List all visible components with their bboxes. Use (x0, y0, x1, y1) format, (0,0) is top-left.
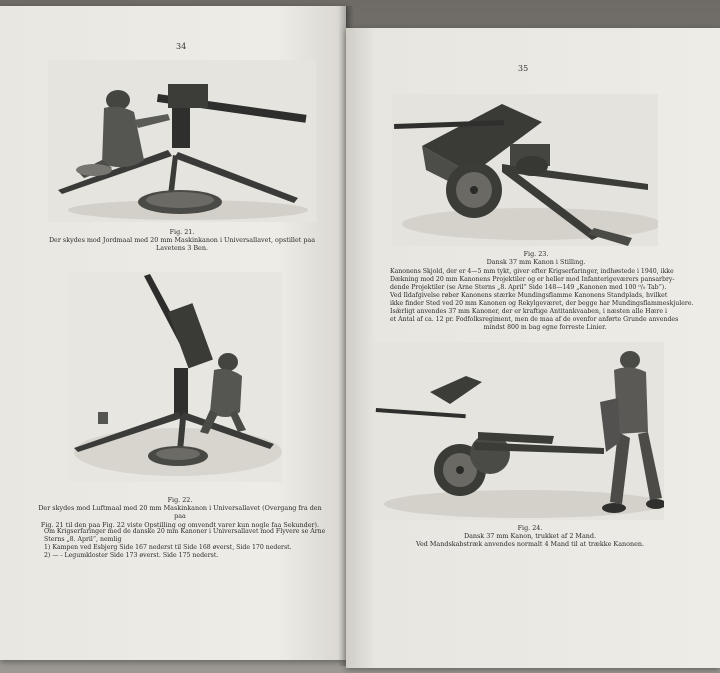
note-line-2: Sterns „8. April“, nemlig (44, 536, 122, 543)
fig23-title: Dansk 37 mm Kanon i Stilling. (486, 258, 586, 267)
fig23-text-line-6: Isæ̈rligt anvendes 37 mm Kanoner, der er kraftige Antitankvaaben, i næsten alle Hære i (390, 308, 667, 315)
note-line-3: 1) Kampen ved Esbjerg Side 167 nederst til Side 168 øverst, Side 170 nederst. (44, 544, 292, 551)
photo-cannon-position-icon (392, 94, 658, 246)
fig23-text-line-8: mindst 800 m bag egne forreste Linier. (483, 324, 607, 331)
fig23-text-block (390, 268, 700, 332)
fig21-caption: Der skydes mod Jordmaal med 20 mm Maskinkanon i Universallavet, opstillet paa Lavetens 3 Ben. (48, 236, 316, 253)
fig23-label: Fig. 23. (523, 250, 549, 258)
fig23-text-line-1: Kanonens Skjold, der er 4—5 mm tykt, giver efter Krigserfaringer, indhøstede i 1940, ikke (390, 268, 674, 275)
fig23-text-line-4: Ved Ildafgivelse røber Kanonens stærke Mundingsflamme Kanonens Standplads, hvilket (390, 292, 668, 299)
fig22-caption-line-1: Der skydes mod Luftmaal med 20 mm Maskinkanon i Universallavet (Overgang fra den paa (38, 504, 322, 521)
fig23-text-line-2: Dækning mod 20 mm Kanonens Projektiler og er heller mod Infanterigeværers pansarbry- (390, 276, 675, 283)
fig23-text-line-7: et Antal af ca. 12 pr. Fodfolksregiment, men de maa af de ovenfor anførte Grunde anvendes (390, 316, 679, 323)
fig24-caption-block (380, 524, 680, 549)
page-number-left: 34 (176, 42, 187, 51)
note-line-4: 2) — - Legumkloster Side 173 øverst. Side 175 nederst. (44, 552, 219, 559)
fig21-label: Fig. 21. (169, 228, 195, 236)
fig23-text-line-3: dende Projektiler (se Arne Sterns „8. April“ Side 148—149 „Kanonen med 100 ⁰/₀ Tab“). (390, 284, 667, 291)
fig21-caption-block (40, 228, 324, 253)
left-page (0, 6, 346, 660)
fig22-caption-block (34, 496, 326, 529)
fig22-label: Fig. 22. (167, 496, 193, 504)
open-book (0, 6, 720, 666)
photo-machine-gun-ground-icon (48, 60, 316, 222)
right-page (346, 28, 720, 668)
fig23-caption-block (386, 250, 686, 266)
photo-cannon-towed-icon (374, 342, 664, 520)
photo-machine-gun-air-icon (68, 272, 282, 482)
note-line-1: Om Krigserfaringer med de danske 20 mm Kanoner i Universallavet mod Flyvere se Arne (44, 528, 326, 535)
fig23-text-line-5: ikke finder Sted ved 20 mm Kanonen og Rekylgeværet, der begge har Mundingsflammeskjulere. (390, 300, 694, 307)
left-note-block (34, 528, 334, 560)
page-number-right: 35 (518, 64, 529, 73)
fig24-caption-line-2: Ved Mandskabstræk anvendes normalt 4 Mand til at trække Kanonen. (415, 540, 645, 549)
fig24-caption-line-1: Dansk 37 mm Kanon, trukket af 2 Mand. (463, 532, 597, 541)
fig22-caption-line-2: Fig. 21 til den paa Fig. 22 viste Opstilling og omvendt varer kun nogle faa Sekunder). (40, 520, 320, 529)
fig24-label: Fig. 24. (517, 524, 543, 532)
